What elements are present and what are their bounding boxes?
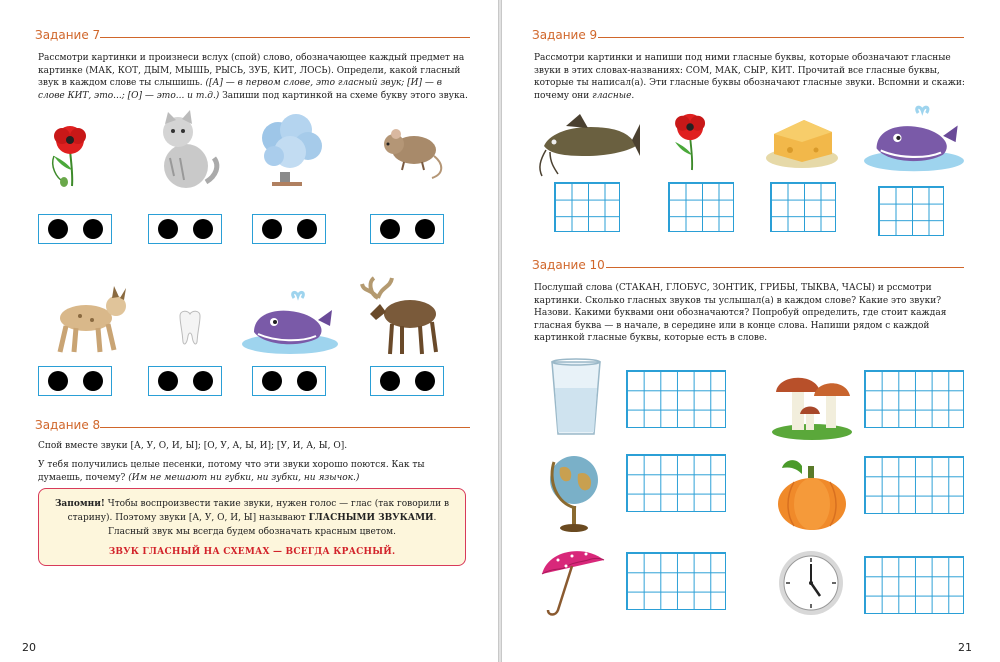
sound-scheme-smoke[interactable] [252, 214, 326, 244]
task8-line2-hint: (Им не мешают ни губки, ни зубки, ни язычок.) [128, 472, 360, 483]
letter-grid-globe[interactable] [626, 454, 726, 512]
poppy-picture [40, 122, 102, 188]
letter-grid-poppy[interactable] [668, 182, 734, 232]
sound-dot [193, 371, 213, 391]
remember-line1 [39, 497, 465, 525]
letter-grid-clock[interactable] [864, 556, 964, 614]
sound-dot [380, 371, 400, 391]
remember-strong: ГЛАСНЫМИ ЗВУКАМИ [308, 513, 434, 523]
globe-picture [546, 448, 604, 534]
sound-dot [83, 371, 103, 391]
task10-text: Послушай слова (СТАКАН, ГЛОБУС, ЗОНТИК, ГРИБЫ, ТЫКВА, ЧАСЫ) и рссмотри картинки. Сколько гласных звуков ты услышал(а) в каждом слове? Какие это звуки? Назови. Какими буквами они обозначаются? Попробуй определить, где стоит каждая гласная буква — в начале, в середине или в конце слова. Напиши рядом с каждой картинкой гласные буквы, которые есть в слове. [534, 283, 947, 343]
sound-scheme-mouse[interactable] [370, 214, 444, 244]
remember-line2: Гласный звук мы всегда будем обозначать красным цветом. [107, 527, 397, 537]
remember-text1: Чтобы воспроизвести такие звуки, нужен голос — глас (так говорили в старину). Поэтому звуки [А, У, О, И, Ы] называют [67, 499, 450, 523]
task9-text [534, 52, 966, 102]
sound-dot [158, 219, 178, 239]
sound-dot [415, 219, 435, 239]
task9-text-italic: гласные. [592, 90, 635, 101]
letter-grid-mushrooms[interactable] [864, 370, 964, 428]
sound-dot [48, 371, 68, 391]
cheese-picture [764, 110, 840, 170]
elk-picture [360, 274, 450, 356]
lynx-picture [36, 284, 132, 356]
task7-text-main: Рассмотри картинки и произнеси вслух (спой) слово, обозначающее каждый предмет на картинке (МАК, КОТ, ДЫМ, МЫШЬ, РЫСЬ, ЗУБ, КИТ, ЛОСЬ). Определи, какой гласный звук в каждом слове ты слышишь. [38, 53, 465, 88]
umbrella-picture [538, 544, 610, 620]
pumpkin-picture [772, 452, 852, 532]
task8-line2 [38, 459, 468, 484]
task9-rule [598, 37, 964, 38]
catfish-picture [536, 106, 640, 178]
sound-scheme-cat[interactable] [148, 214, 222, 244]
task8-line2-main: У тебя получились целые песенки, потому что эти звуки хорошо поются. Как ты думаешь, почему? [38, 460, 425, 483]
sound-dot [83, 219, 103, 239]
left-page [0, 0, 498, 662]
task9-text-main: Рассмотри картинки и напиши под ними гласные буквы, которые обозначают гласные звуки в этих словах-названиях: СОМ, МАК, СЫР, КИТ. Прочитай все гласные буквы, которые ты написал(а). Эти гласные буквы обозначают гласные звуки. Вспомни и скажи: почему они [534, 53, 965, 101]
task7-text-hint: ([А] — в первом слове, это гласный звук; [И] — в слове КИТ, это...; [О] — это... и т.д.) [38, 78, 442, 101]
task8-rule [100, 427, 470, 428]
clock-picture [776, 548, 846, 618]
task9-title: Задание 9 [532, 28, 598, 42]
sound-scheme-whale[interactable] [252, 366, 326, 396]
remember-box [38, 488, 466, 566]
task8-title: Задание 8 [35, 418, 101, 432]
sound-scheme-tooth[interactable] [148, 366, 222, 396]
whale-picture-2 [862, 104, 966, 174]
whale-picture [240, 290, 340, 356]
sound-dot [415, 371, 435, 391]
sound-dot [262, 371, 282, 391]
sound-scheme-poppy[interactable] [38, 214, 112, 244]
sound-dot [262, 219, 282, 239]
sound-dot [193, 219, 213, 239]
sound-dot [297, 219, 317, 239]
letter-grid-catfish[interactable] [554, 182, 620, 232]
task7-text [38, 52, 468, 102]
remember-text1-end: . [433, 513, 437, 523]
sound-dot [380, 219, 400, 239]
sound-scheme-elk[interactable] [370, 366, 444, 396]
letter-grid-umbrella[interactable] [626, 552, 726, 610]
task7-text-end: Запиши под картинкой на схеме букву этого звука. [222, 90, 468, 101]
right-page [502, 0, 1000, 662]
letter-grid-cheese[interactable] [770, 182, 836, 232]
poppy-picture-2 [662, 110, 720, 172]
sound-dot [48, 219, 68, 239]
task10-title: Задание 10 [532, 258, 605, 272]
sound-dot [297, 371, 317, 391]
sound-scheme-lynx[interactable] [38, 366, 112, 396]
glass-picture [546, 358, 606, 438]
remember-label: Запомни! [54, 499, 105, 509]
letter-grid-whale[interactable] [878, 186, 944, 236]
sound-dot [158, 371, 178, 391]
tooth-picture [176, 310, 204, 346]
task10-rule [606, 267, 964, 268]
letter-grid-pumpkin[interactable] [864, 456, 964, 514]
remember-red-rule: ЗВУК ГЛАСНЫЙ НА СХЕМАХ — ВСЕГДА КРАСНЫЙ. [108, 547, 396, 557]
task8-line1: Спой вместе звуки [А, У, О, И, Ы]; [О, У, А, Ы, И]; [У, И, А, Ы, О]. [38, 441, 348, 451]
letter-grid-glass[interactable] [626, 370, 726, 428]
page-number-right: 21 [958, 641, 972, 654]
cat-picture [150, 110, 222, 190]
page-number-left: 20 [22, 641, 36, 654]
task7-rule [100, 37, 470, 38]
mouse-picture [378, 120, 450, 182]
task7-title: Задание 7 [35, 28, 101, 42]
mushrooms-picture [770, 360, 856, 440]
smoke-picture [256, 112, 326, 188]
